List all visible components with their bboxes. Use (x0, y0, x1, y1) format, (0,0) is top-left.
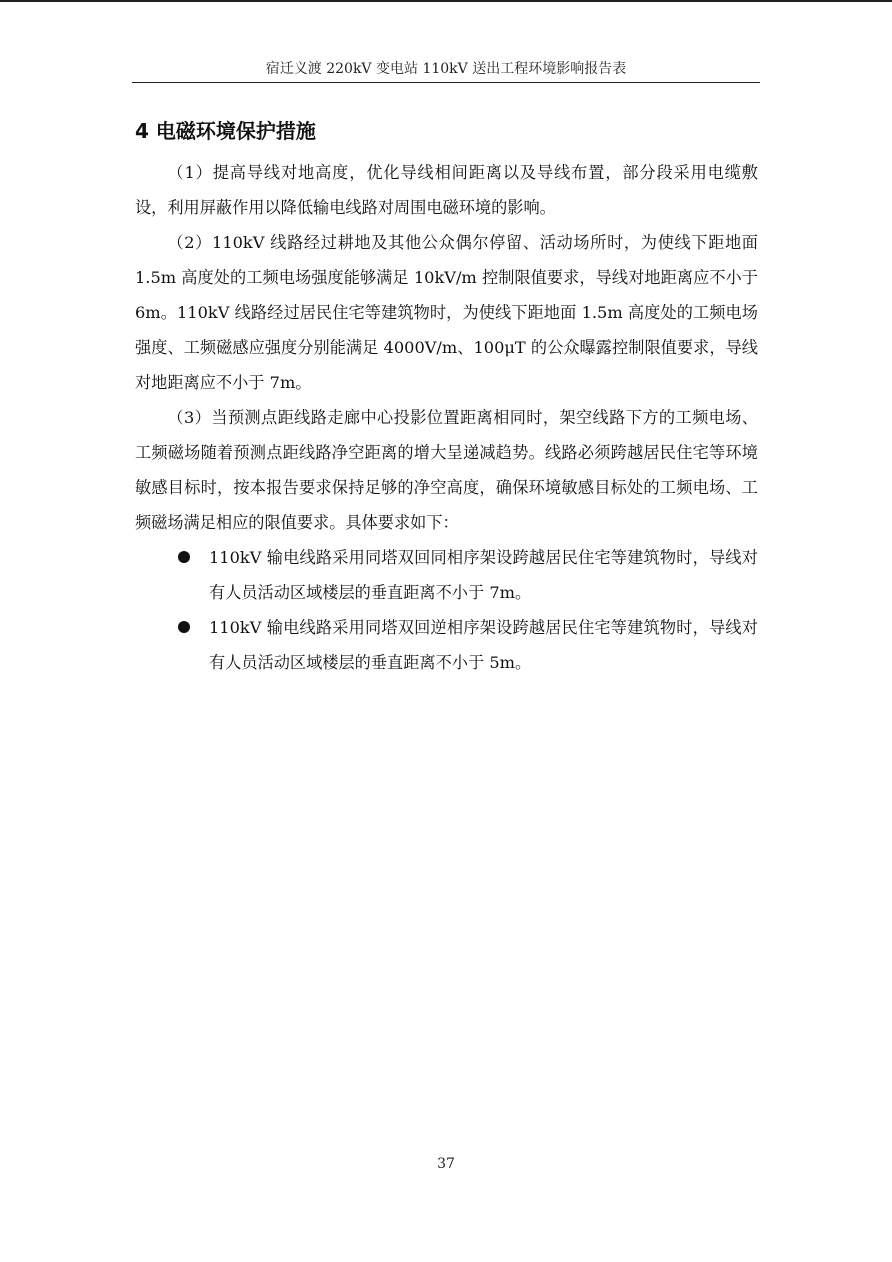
section-heading: 4 电磁环境保护措施 (135, 119, 316, 143)
page-top-border (0, 0, 892, 2)
list-item (135, 610, 758, 680)
paragraph-3: （3）当预测点距线路走廊中心投影位置距离相同时，架空线路下方的工频电场、工频磁场随着预测点距线路净空距离的增大呈递减趋势。线路必须跨越居民住宅等环境敏感目标时，按本报告要求保持足够的净空高度，确保环境敏感目标处的工频电场、工频磁场满足相应的限值要求。具体要求如下： (135, 408, 758, 532)
body-content (135, 155, 758, 680)
list-item (135, 540, 758, 610)
paragraph-1: （1）提高导线对地高度，优化导线相间距离以及导线布置，部分段采用电缆敷设，利用屏蔽作用以降低输电线路对周围电磁环境的影响。 (135, 163, 758, 217)
bullet-dot-icon (178, 621, 190, 633)
requirements-list (135, 540, 758, 680)
bullet-dot-icon (178, 551, 190, 563)
page-number: 37 (437, 1156, 455, 1172)
paragraph-2: （2）110kV 线路经过耕地及其他公众偶尔停留、活动场所时，为使线下距地面 1.5m 高度处的工频电场强度能够满足 10kV/m 控制限值要求，导线对地距离应不小于 6m。110kV 线路经过居民住宅等建筑物时，为使线下距地面 1.5m 高度处的工频电场强度、工频磁感应强度分别能满足 4000V/m、100μT 的公众曝露控制限值要求，导线对地距离应不小于 7m。 (135, 233, 758, 392)
list-item-text: 110kV 输电线路采用同塔双回同相序架设跨越居民住宅等建筑物时，导线对有人员活动区域楼层的垂直距离不小于 7m。 (209, 548, 758, 602)
list-item-text: 110kV 输电线路采用同塔双回逆相序架设跨越居民住宅等建筑物时，导线对有人员活动区域楼层的垂直距离不小于 5m。 (209, 618, 758, 672)
running-header: 宿迁义渡 220kV 变电站 110kV 送出工程环境影响报告表 (265, 61, 627, 77)
header-divider (132, 82, 760, 83)
